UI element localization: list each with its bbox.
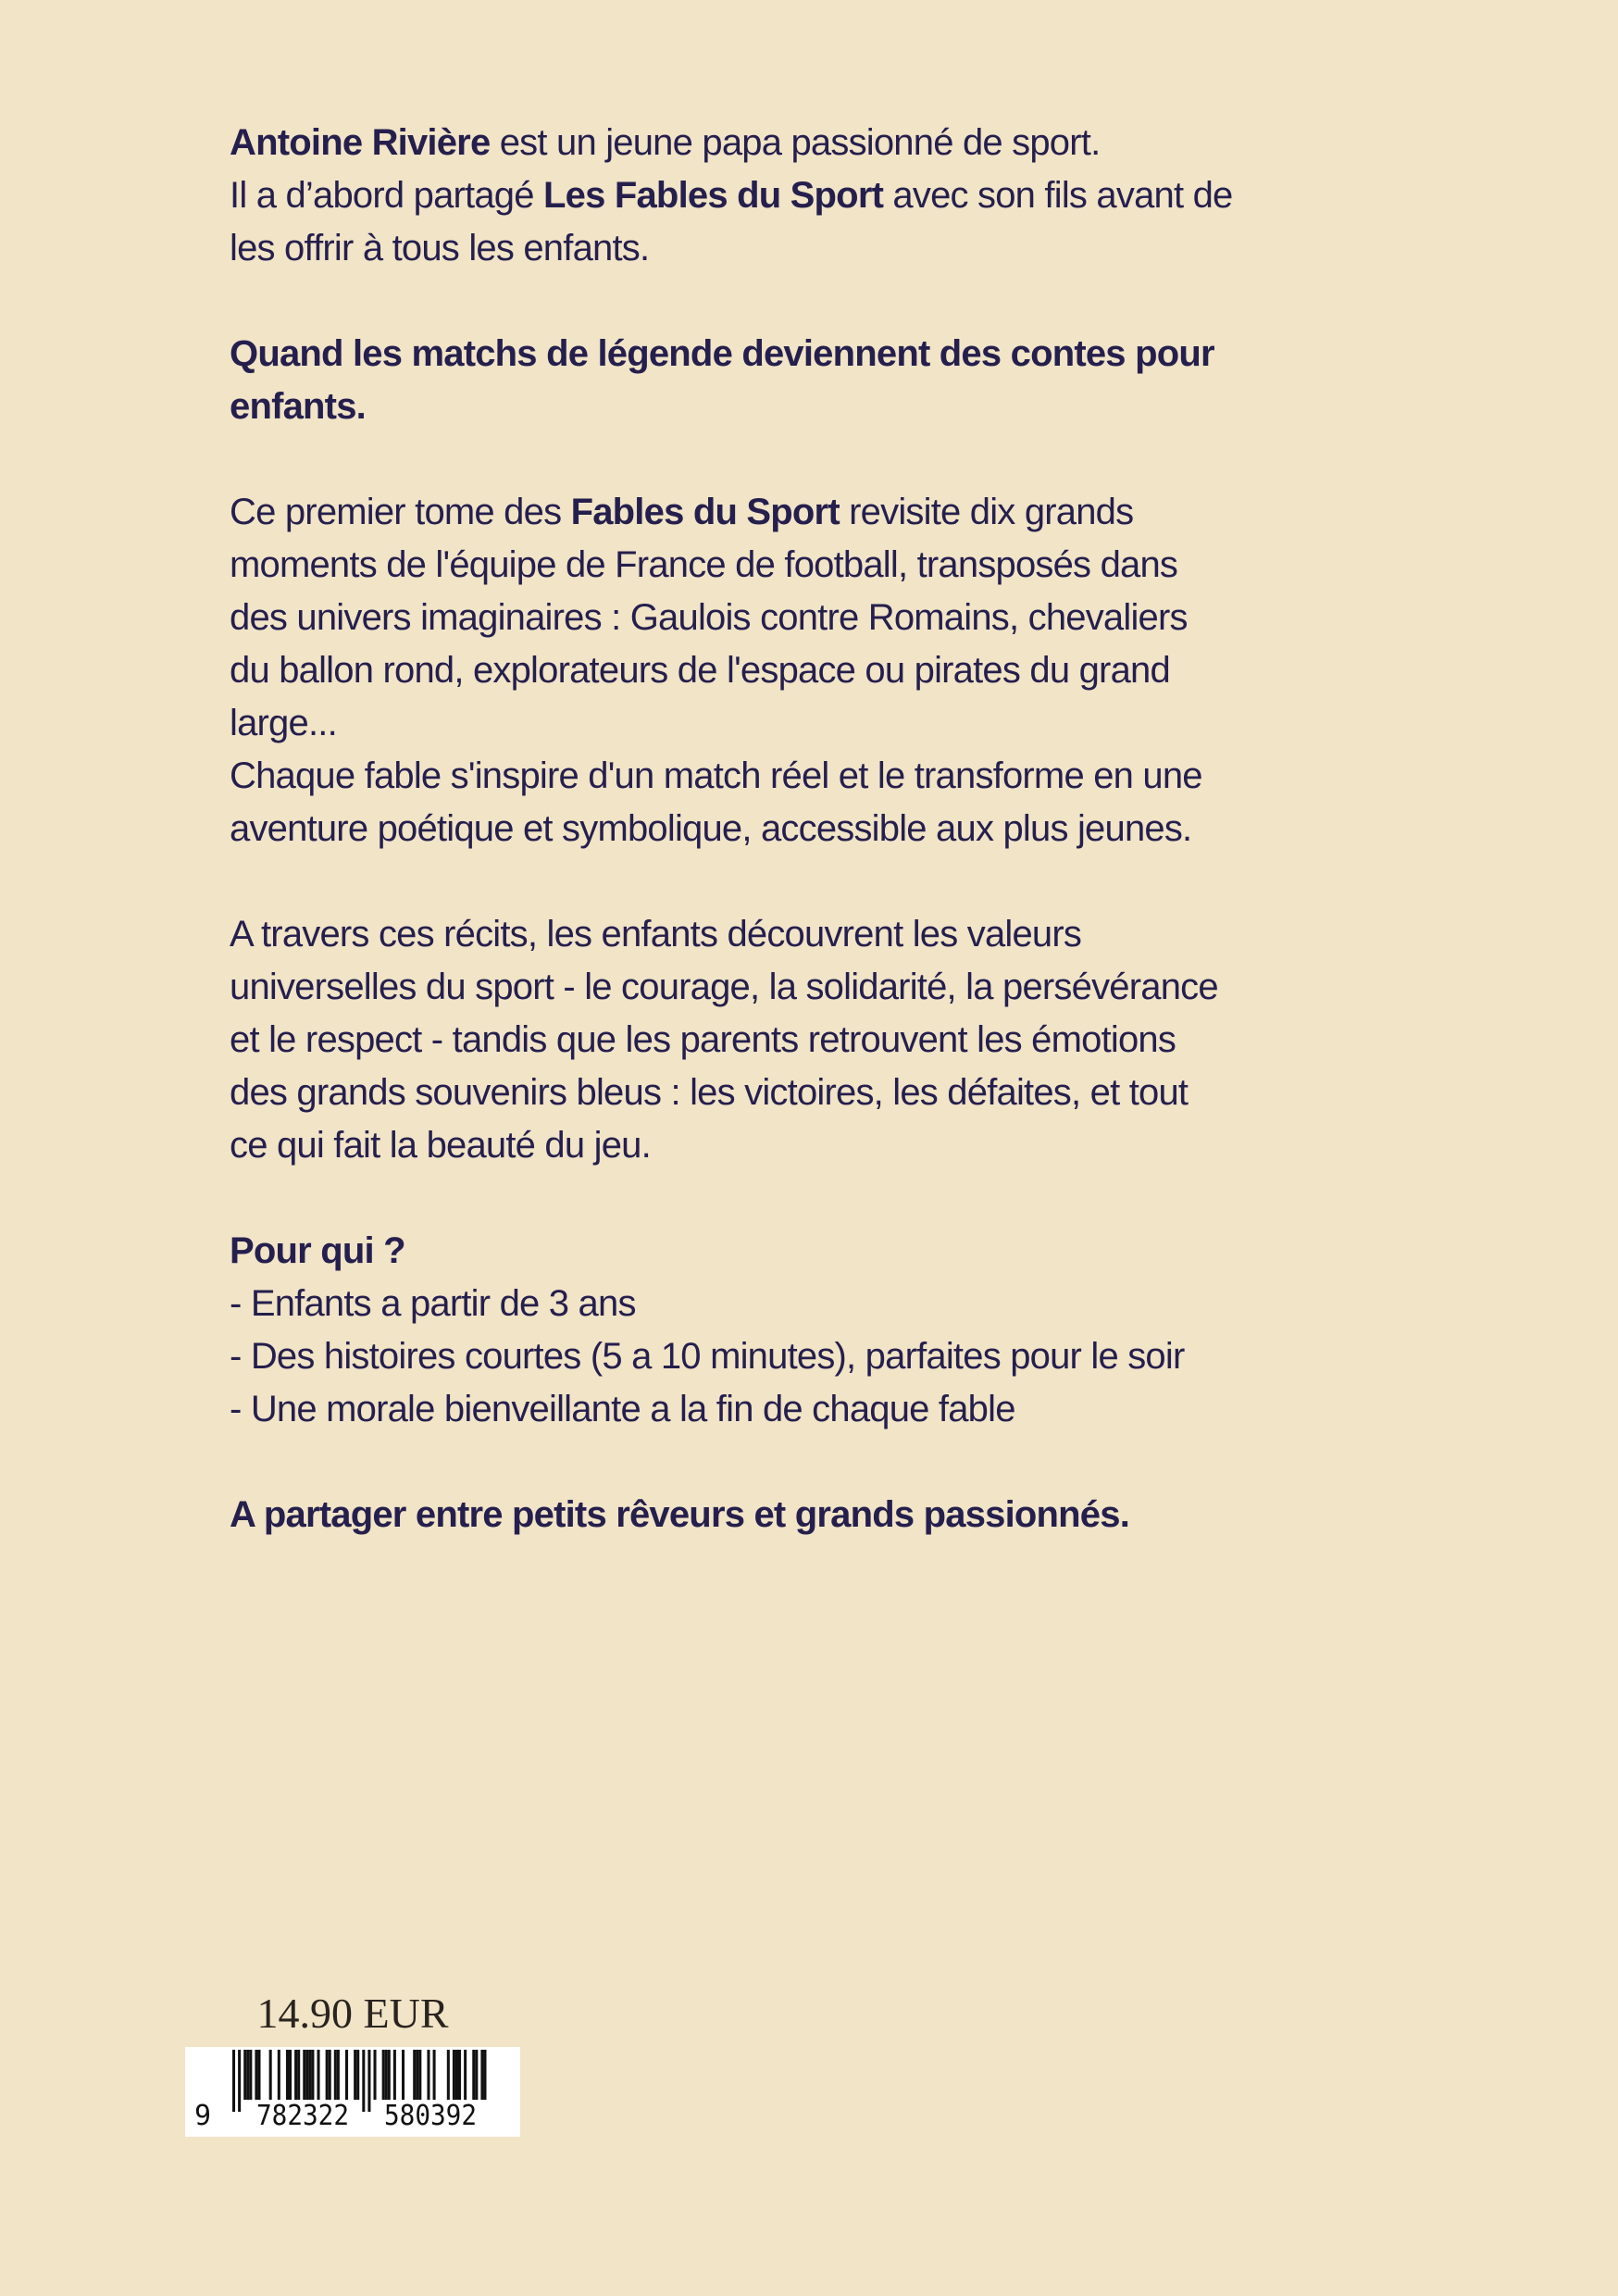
barcode-bar [303, 2050, 305, 2100]
text-line: Il a d’abord partagé Les Fables du Sport avec son fils avant de [230, 175, 1233, 216]
text-line: moments de l'équipe de France de football, transposés dans [230, 544, 1178, 585]
text-line: des univers imaginaires : Gaulois contre Romains, chevaliers [230, 597, 1188, 638]
barcode-bar [427, 2050, 429, 2100]
barcode-bar [416, 2050, 418, 2100]
paragraph [230, 486, 1233, 855]
description-text [230, 117, 1233, 1594]
paragraph [230, 1489, 1233, 1541]
barcode-bar [246, 2050, 249, 2100]
text-line: A partager entre petits rêveurs et grands passionnés. [230, 1494, 1130, 1535]
text-line: des grands souvenirs bleus : les victoires, les défaites, et tout [230, 1072, 1189, 1113]
price-label: 14.90 EUR [256, 1990, 449, 2037]
barcode-bar [475, 2050, 478, 2100]
barcode [185, 2047, 520, 2137]
barcode-bar [393, 2050, 396, 2100]
text-line: A travers ces récits, les enfants découvrent les valeurs [230, 914, 1082, 955]
barcode-bar [453, 2050, 455, 2100]
barcode-bar [483, 2050, 486, 2100]
barcode-bar [337, 2050, 340, 2100]
barcode-bar [289, 2050, 292, 2100]
text-line: et le respect - tandis que les parents retrouvent les émotions [230, 1019, 1176, 1060]
barcode-bar [286, 2050, 289, 2100]
text-line: - Une morale bienveillante a la fin de chaque fable [230, 1389, 1015, 1429]
barcode-digits: 9 [194, 2100, 212, 2132]
barcode-svg [185, 2047, 520, 2137]
barcode-bar [472, 2050, 475, 2100]
barcode-bar [269, 2050, 272, 2100]
barcode-bar [345, 2050, 348, 2100]
paragraph [230, 908, 1233, 1172]
barcode-bar [356, 2050, 359, 2100]
barcode-bar [374, 2050, 377, 2100]
barcode-bar [232, 2050, 235, 2112]
barcode-bar [308, 2050, 311, 2100]
barcode-bar [297, 2050, 300, 2100]
barcode-bar [238, 2050, 241, 2112]
barcode-bar [305, 2050, 308, 2100]
barcode-bar [294, 2050, 297, 2100]
text-line: Quand les matchs de légende deviennent des contes pour [230, 333, 1214, 374]
barcode-bar [385, 2050, 388, 2100]
barcode-bar [447, 2050, 450, 2100]
barcode-bar [464, 2050, 467, 2100]
barcode-bar [402, 2050, 404, 2100]
text-line: les offrir à tous les enfants. [230, 228, 650, 268]
barcode-bar [257, 2050, 260, 2100]
barcode-bar [278, 2050, 280, 2100]
barcode-bar [455, 2050, 458, 2100]
barcode-bar [367, 2050, 370, 2112]
barcode-bar [326, 2050, 329, 2100]
text-line: aventure poétique et symbolique, accessible aux plus jeunes. [230, 808, 1192, 849]
paragraph [230, 328, 1233, 433]
text-line: Ce premier tome des Fables du Sport revisite dix grands [230, 492, 1134, 532]
text-line: - Des histoires courtes (5 a 10 minutes), parfaites pour le soir [230, 1336, 1185, 1377]
barcode-bar [388, 2050, 391, 2100]
barcode-bar [317, 2050, 320, 2100]
barcode-digits: 782322 [256, 2100, 349, 2132]
barcode-bar [354, 2050, 356, 2100]
barcode-bar [433, 2050, 436, 2100]
barcode-bar [249, 2050, 252, 2100]
barcode-bar [418, 2050, 421, 2100]
barcode-bar [413, 2050, 416, 2100]
text-line: - Enfants a partir de 3 ans [230, 1283, 636, 1324]
paragraph [230, 1225, 1233, 1436]
barcode-bar [329, 2050, 331, 2100]
text-line: ce qui fait la beauté du jeu. [230, 1125, 651, 1166]
text-line: Chaque fable s'inspire d'un match réel et le transforme en une [230, 755, 1202, 796]
text-line: universelles du sport - le courage, la solidarité, la persévérance [230, 967, 1218, 1007]
text-line: Pour qui ? [230, 1230, 405, 1271]
barcode-bar [255, 2050, 257, 2100]
text-line: large... [230, 703, 337, 743]
barcode-bar [311, 2050, 314, 2100]
barcode-bar [382, 2050, 385, 2100]
barcode-digits: 580392 [384, 2100, 477, 2132]
text-line: Antoine Rivière est un jeune papa passionné de sport. [230, 122, 1101, 163]
barcode-bar [334, 2050, 337, 2100]
barcode-bar [458, 2050, 461, 2100]
barcode-bar [243, 2050, 246, 2100]
barcode-bar [480, 2050, 483, 2100]
text-line: du ballon rond, explorateurs de l'espace ou pirates du grand [230, 650, 1170, 691]
text-line: enfants. [230, 386, 366, 427]
paragraph [230, 117, 1233, 275]
barcode-bar [362, 2050, 365, 2112]
